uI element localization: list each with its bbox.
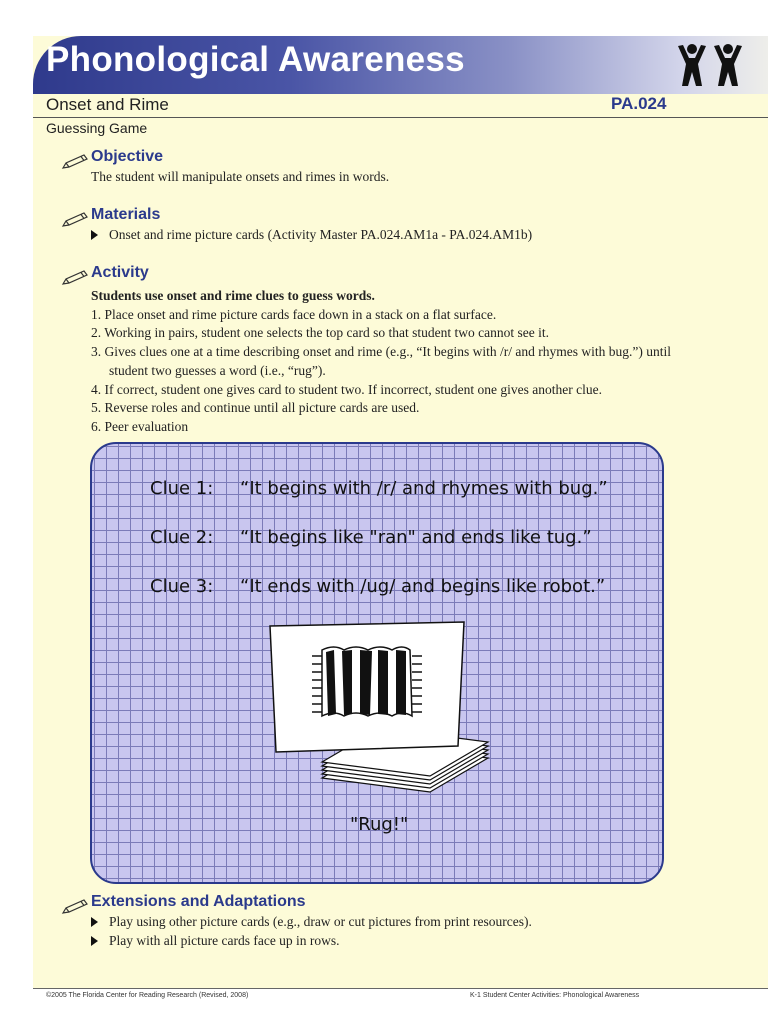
pencil-icon	[60, 153, 90, 171]
clue-line	[150, 478, 608, 499]
activity-heading: Activity	[91, 264, 149, 281]
bullet-triangle-icon	[91, 917, 98, 927]
activity-steps	[91, 287, 711, 437]
bullet-triangle-icon	[91, 936, 98, 946]
clue-line	[150, 576, 605, 597]
clue-label: Clue 1:	[150, 478, 214, 499]
extensions-heading: Extensions and Adaptations	[91, 893, 306, 910]
rug-card-illustration	[262, 620, 494, 800]
activity-step: 1. Place onset and rime picture cards face down in a stack on a flat surface.	[91, 306, 497, 322]
clue-label: Clue 3:	[150, 576, 214, 597]
bullet-triangle-icon	[91, 230, 98, 240]
answer-text: "Rug!"	[350, 814, 409, 835]
clue-text: “It begins like "ran" and ends like tug.”	[240, 527, 592, 548]
activity-code: PA.024	[611, 94, 667, 113]
footer-divider	[33, 988, 768, 989]
page-title: Phonological Awareness	[46, 40, 465, 79]
clue-text: “It ends with /ug/ and begins like robot.”	[240, 576, 606, 597]
people-icon	[674, 42, 748, 88]
activity-name: Guessing Game	[46, 120, 148, 136]
activity-lead: Students use onset and rime clues to guess words.	[91, 288, 375, 303]
header-divider	[33, 117, 768, 118]
pencil-icon	[60, 211, 90, 229]
pencil-icon	[60, 898, 90, 916]
activity-step: 3. Gives clues one at a time describing onset and rime (e.g., “It begins with /r/ and rhymes with bug.”) until student two guesses a word (i.e., “rug”).	[91, 344, 671, 378]
extensions-item: Play with all picture cards face up in rows.	[91, 933, 340, 949]
activity-step: 4. If correct, student one gives card to student two. If incorrect, student one gives another clue.	[91, 381, 602, 397]
activity-step: 2. Working in pairs, student one selects the top card so that student two cannot see it.	[91, 325, 549, 341]
extensions-item: Play using other picture cards (e.g., draw or cut pictures from print resources).	[91, 914, 532, 930]
pencil-icon	[60, 269, 90, 287]
clue-label: Clue 2:	[150, 527, 214, 548]
footer-series: K-1 Student Center Activities: Phonological Awareness	[470, 992, 640, 999]
activity-step: 5. Reverse roles and continue until all picture cards are used.	[91, 400, 420, 416]
footer-copyright: ©2005 The Florida Center for Reading Research (Revised, 2008)	[46, 992, 249, 999]
topic-subtitle: Onset and Rime	[46, 95, 169, 114]
materials-item: Onset and rime picture cards (Activity Master PA.024.AM1a - PA.024.AM1b)	[91, 227, 532, 243]
objective-text: The student will manipulate onsets and rimes in words.	[91, 169, 390, 184]
clue-text: “It begins with /r/ and rhymes with bug.”	[240, 478, 608, 499]
activity-step: 6. Peer evaluation	[91, 418, 189, 434]
materials-heading: Materials	[91, 206, 161, 223]
objective-heading: Objective	[91, 148, 164, 165]
clue-line	[150, 527, 592, 548]
